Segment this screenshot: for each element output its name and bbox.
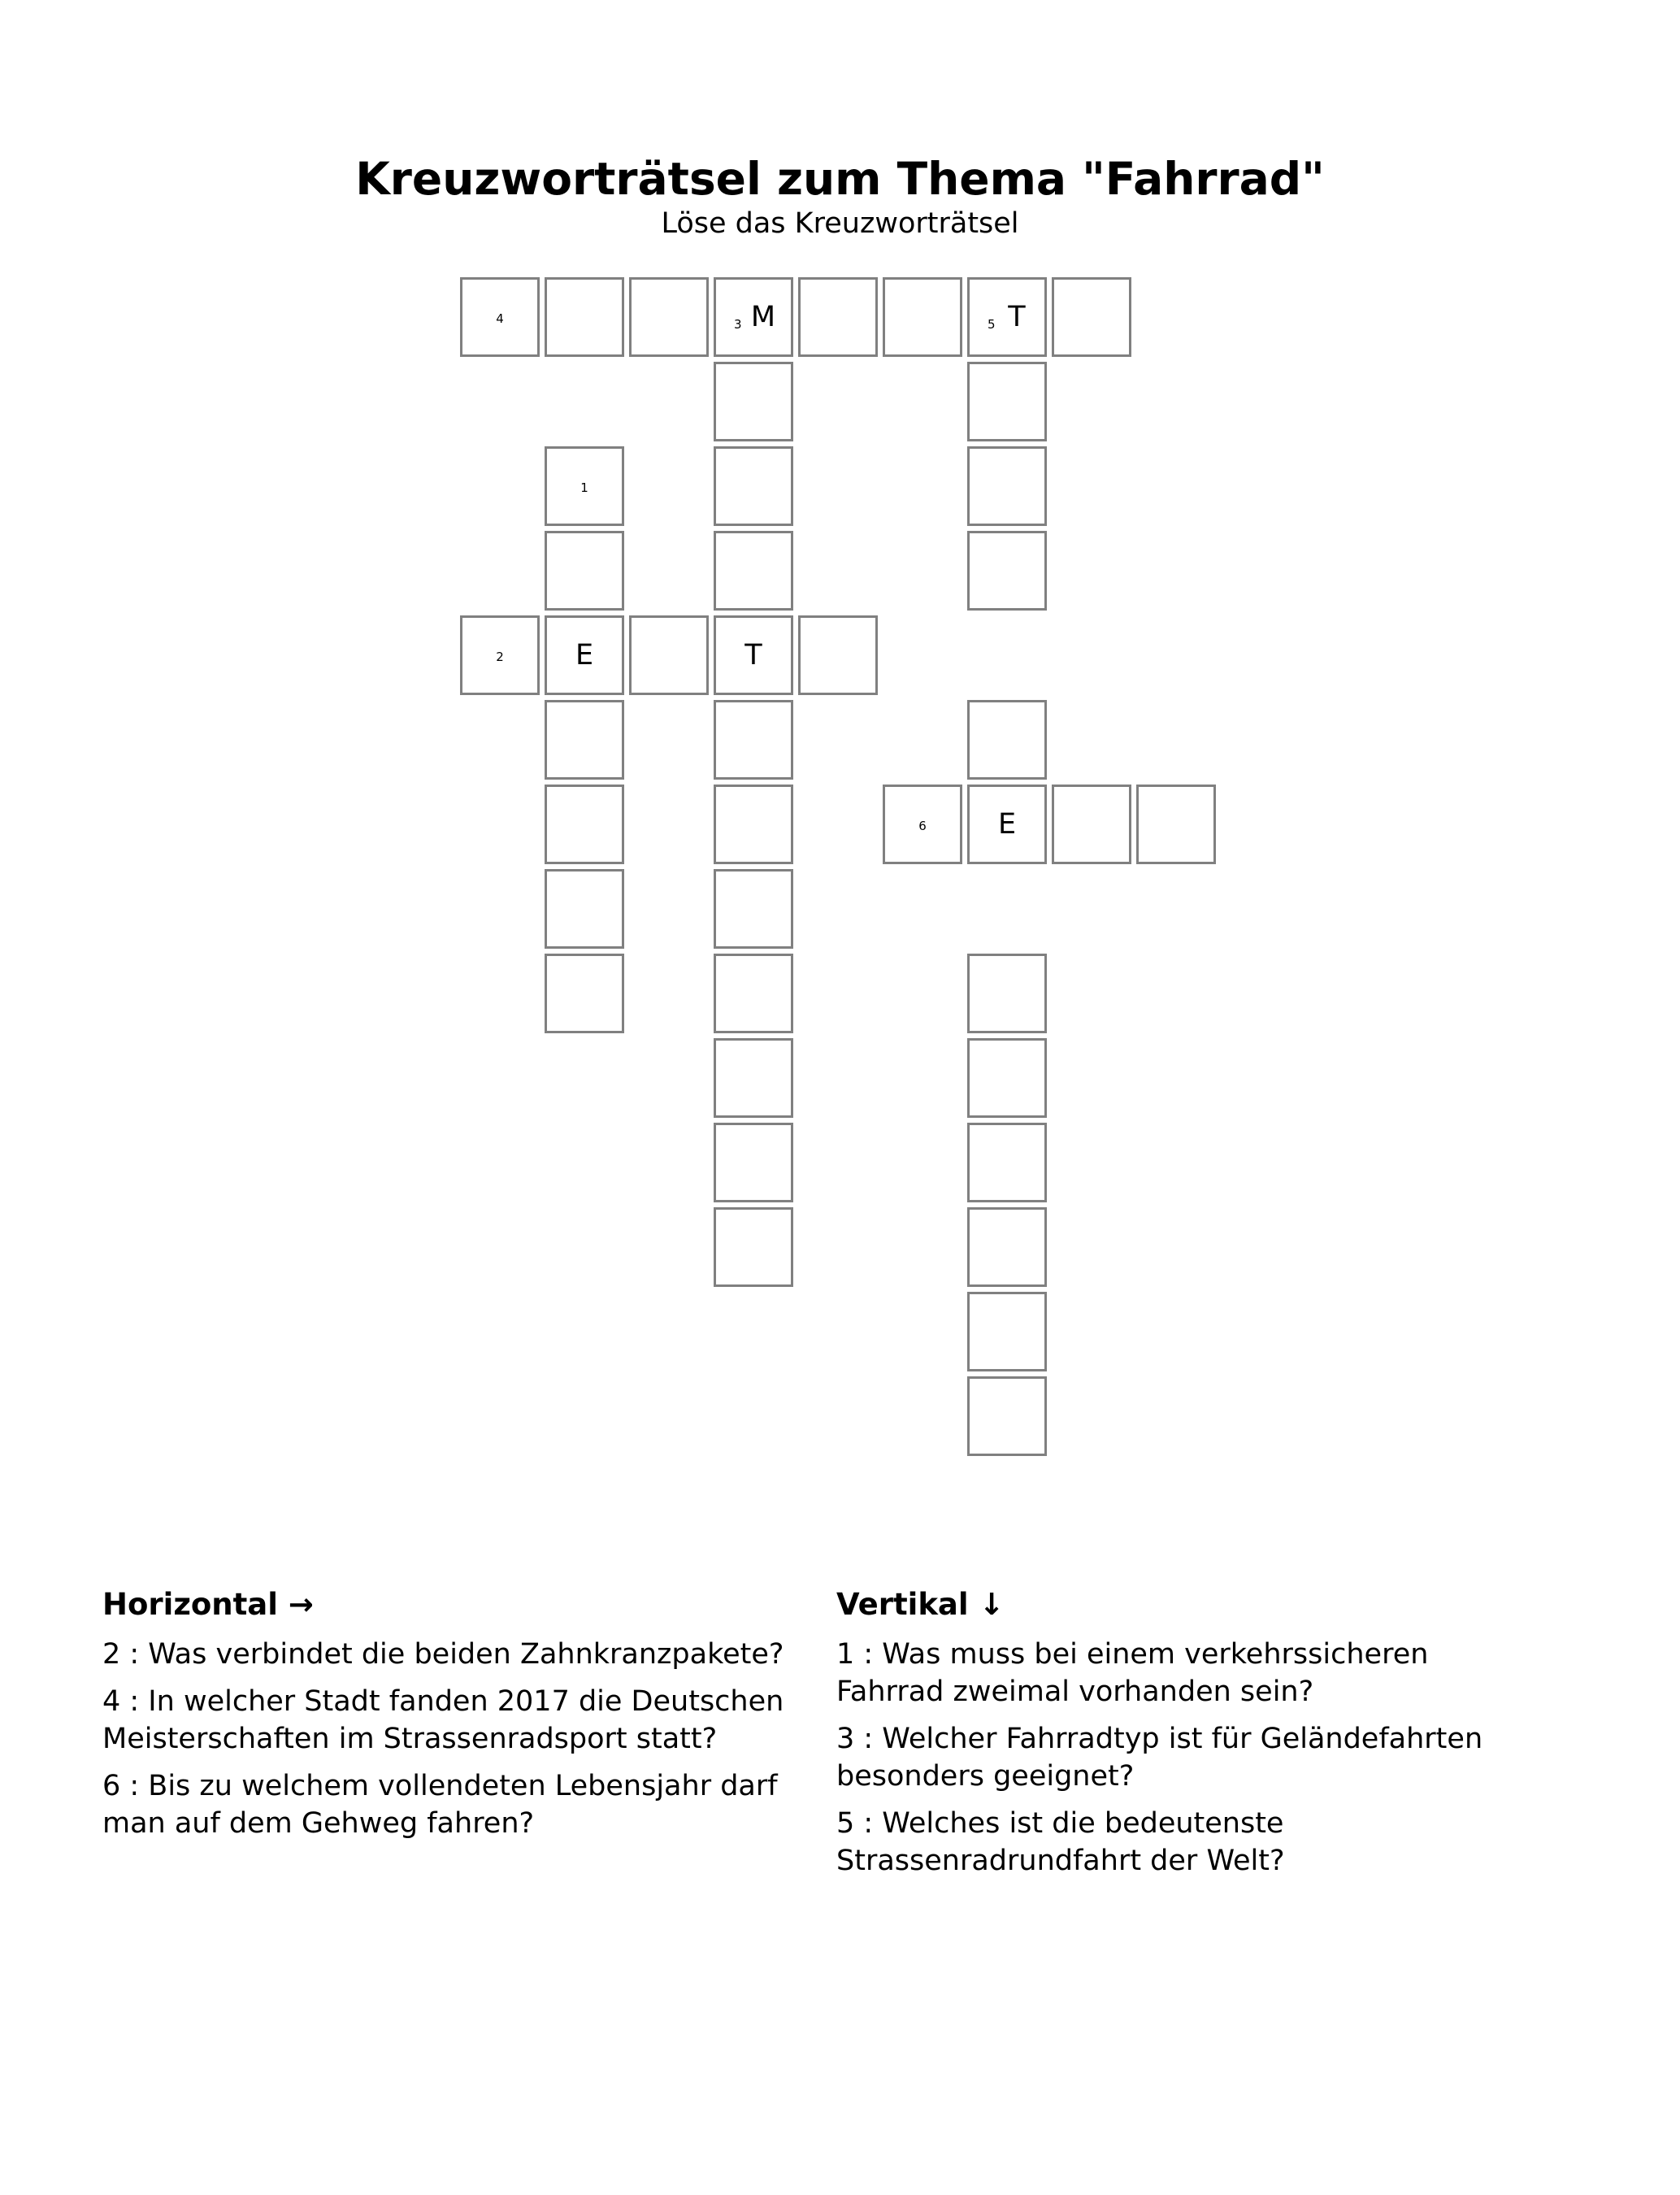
crossword-cell[interactable] bbox=[629, 277, 709, 357]
crossword-cell[interactable] bbox=[967, 1038, 1047, 1118]
crossword-cell[interactable] bbox=[967, 531, 1047, 611]
clue-item: 5 : Welches ist die bedeutenste Strassenradrundfahrt der Welt? bbox=[836, 1807, 1285, 1877]
crossword-cell[interactable] bbox=[967, 277, 1047, 357]
crossword-cell[interactable] bbox=[714, 954, 793, 1033]
crossword-cell[interactable] bbox=[967, 1376, 1047, 1456]
clue-number: 5 bbox=[988, 317, 996, 332]
crossword-cell[interactable] bbox=[1052, 785, 1131, 864]
crossword-cell[interactable] bbox=[967, 1207, 1047, 1287]
page-subtitle: Löse das Kreuzworträtsel bbox=[661, 207, 1019, 240]
crossword-cell[interactable] bbox=[967, 1292, 1047, 1371]
page-title: Kreuzworträtsel zum Thema "Fahrrad" bbox=[355, 152, 1325, 205]
cell-letter: T bbox=[1008, 301, 1026, 333]
clue-number: 3 bbox=[734, 317, 742, 332]
crossword-cell[interactable] bbox=[967, 700, 1047, 780]
horizontal-heading: Horizontal → bbox=[102, 1587, 314, 1622]
crossword-cell[interactable] bbox=[545, 700, 624, 780]
crossword-cell[interactable] bbox=[714, 1123, 793, 1202]
crossword-cell[interactable] bbox=[967, 954, 1047, 1033]
clue-number: 2 bbox=[496, 650, 504, 664]
crossword-cell[interactable] bbox=[629, 615, 709, 695]
cell-letter: T bbox=[744, 639, 762, 672]
crossword-cell[interactable] bbox=[798, 277, 878, 357]
crossword-cell[interactable] bbox=[545, 446, 624, 526]
crossword-cell[interactable] bbox=[714, 446, 793, 526]
clue-number: 4 bbox=[496, 311, 504, 326]
crossword-cell[interactable] bbox=[460, 277, 540, 357]
crossword-cell[interactable] bbox=[883, 277, 962, 357]
crossword-cell[interactable] bbox=[1136, 785, 1216, 864]
crossword-cell[interactable] bbox=[460, 615, 540, 695]
crossword-cell[interactable] bbox=[798, 615, 878, 695]
clue-item: 2 : Was verbindet die beiden Zahnkranzpakete? bbox=[102, 1638, 784, 1671]
cell-letter: E bbox=[997, 808, 1017, 841]
cell-letter: E bbox=[575, 639, 594, 672]
crossword-cell[interactable] bbox=[967, 446, 1047, 526]
vertical-clues bbox=[836, 1585, 1535, 1889]
crossword-cell[interactable] bbox=[545, 615, 624, 695]
horizontal-clues bbox=[102, 1585, 801, 1852]
crossword-cell[interactable] bbox=[714, 869, 793, 949]
clue-item: 4 : In welcher Stadt fanden 2017 die Deutschen Meisterschaften im Strassenradsport statt? bbox=[102, 1685, 784, 1755]
crossword-cell[interactable] bbox=[714, 1207, 793, 1287]
crossword-cell[interactable] bbox=[714, 785, 793, 864]
crossword-cell[interactable] bbox=[545, 954, 624, 1033]
crossword-cell[interactable] bbox=[714, 700, 793, 780]
clue-item: 3 : Welcher Fahrradtyp ist für Geländefahrten besonders geeignet? bbox=[836, 1723, 1483, 1793]
clue-item: 1 : Was muss bei einem verkehrssicheren Fahrrad zweimal vorhanden sein? bbox=[836, 1638, 1429, 1708]
crossword-cell[interactable] bbox=[967, 362, 1047, 441]
crossword-cell[interactable] bbox=[967, 785, 1047, 864]
crossword-cell[interactable] bbox=[714, 531, 793, 611]
crossword-cell[interactable] bbox=[545, 531, 624, 611]
clue-item: 6 : Bis zu welchem vollendeten Lebensjahr darf man auf dem Gehweg fahren? bbox=[102, 1770, 778, 1840]
clue-number: 1 bbox=[580, 480, 588, 495]
crossword-cell[interactable] bbox=[545, 277, 624, 357]
clue-number: 6 bbox=[918, 819, 927, 833]
vertical-heading: Vertikal ↓ bbox=[836, 1587, 1005, 1622]
crossword-cell[interactable] bbox=[967, 1123, 1047, 1202]
crossword-cell[interactable] bbox=[714, 1038, 793, 1118]
crossword-cell[interactable] bbox=[714, 362, 793, 441]
crossword-cell[interactable] bbox=[714, 615, 793, 695]
crossword-cell[interactable] bbox=[545, 869, 624, 949]
cell-letter: M bbox=[750, 301, 776, 333]
crossword-cell[interactable] bbox=[883, 785, 962, 864]
crossword-cell[interactable] bbox=[1052, 277, 1131, 357]
crossword-cell[interactable] bbox=[545, 785, 624, 864]
crossword-cell[interactable] bbox=[714, 277, 793, 357]
